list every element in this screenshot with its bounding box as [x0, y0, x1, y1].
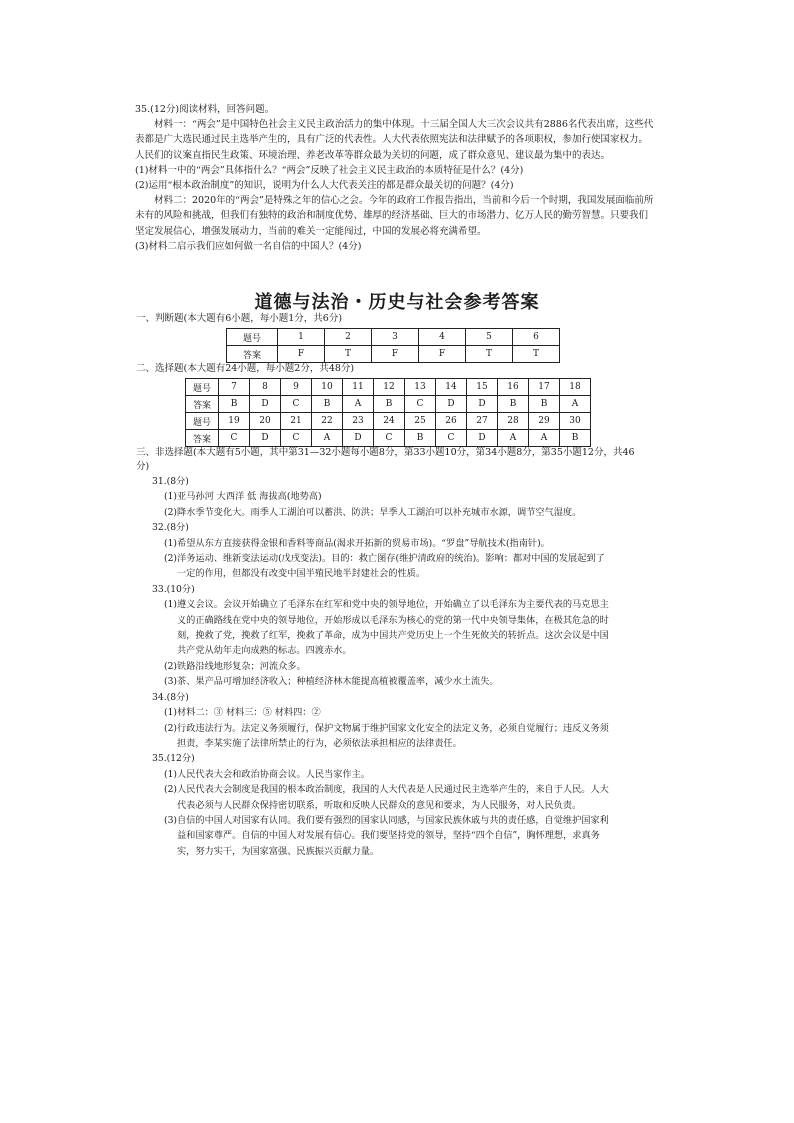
answer-cell: D	[250, 430, 281, 447]
question-number-cell: 7	[219, 379, 250, 396]
question-number-cell: 28	[498, 413, 529, 430]
answer-cell: A	[498, 430, 529, 447]
judgment-answer-table	[226, 328, 560, 363]
row-label: 答案	[186, 430, 219, 447]
q32-answer-1: (1)希望从东方直接获得金银和香料等商品(渴求开拓新的贸易市场)。“罗盘”导航技术(指南针)。	[164, 537, 550, 549]
answer-cell: C	[219, 430, 250, 447]
question-number-cell: 25	[405, 413, 436, 430]
table-row	[227, 329, 560, 346]
row-label: 题号	[227, 329, 278, 346]
answer-cell: D	[250, 396, 281, 413]
answer-title: 道德与法治・历史与社会参考答案	[254, 292, 540, 313]
question-number-cell: 4	[419, 329, 466, 346]
q34-answer-2: (2)行政违法行为。法定义务须履行，保护文物属于维护国家文化安全的法定义务，必须自觉履行；违反义务须担责，李某实施了法律所禁止的行为，必须依法承担相应的法律责任。	[164, 722, 609, 749]
answer-cell: B	[219, 396, 250, 413]
answer-cell: C	[374, 430, 405, 447]
q35-sub-question-3: (3)材料二启示我们应如何做一名自信的中国人？(4分)	[135, 240, 362, 252]
answer-cell: C	[281, 396, 312, 413]
q35-material-1: 材料一：“两会”是中国特色社会主义民主政治活力的集中体现。十三届全国人大三次会议共有2886名代表出席，这些代表都是广大选民通过民主选举产生的，具有广泛的代表性。人大代表依照宪法和法律赋予的各项职权，参加行使国家权力。人民们的议案直指民生政策、环境治理、养老改革等群众最为关切的问题，成了群众意见、建议最为集中的表达。	[135, 119, 654, 161]
question-number-cell: 5	[466, 329, 513, 346]
q35-answer-heading: 35.(12分)	[152, 753, 195, 765]
row-label: 题号	[186, 379, 219, 396]
section-2-heading: 二、选择题(本大题有24小题，每小题2分，共48分)	[136, 363, 355, 374]
q31-answer-2: (2)降水季节变化大。雨季人工湖泊可以蓄洪、防洪；旱季人工湖泊可以补充城市水源，调节空气湿度。	[164, 506, 582, 518]
answer-cell: C	[436, 430, 467, 447]
question-number-cell: 24	[374, 413, 405, 430]
answer-cell: B	[374, 396, 405, 413]
q33-heading: 33.(10分)	[152, 583, 195, 595]
question-number-cell: 27	[467, 413, 498, 430]
q32-heading: 32.(8分)	[152, 522, 189, 534]
q31-heading: 31.(8分)	[152, 476, 189, 487]
answer-cell: D	[436, 396, 467, 413]
answer-cell: F	[372, 346, 419, 363]
answer-cell: B	[405, 430, 436, 447]
answer-cell: F	[278, 346, 325, 363]
question-number-cell: 15	[467, 379, 498, 396]
q35-heading: 35.(12分)阅读材料，回答问题。	[135, 104, 275, 115]
q35-answer-1: (1)人民代表大会和政治协商会议。人民当家作主。	[164, 768, 370, 780]
table-row	[186, 396, 591, 413]
table-row	[186, 379, 591, 396]
choice-answer-table	[185, 378, 591, 447]
question-number-cell: 21	[281, 413, 312, 430]
q32-answer-2: (2)洋务运动、维新变法运动(戊戌变法)。目的：救亡图存(维护清政府的统治)。影响：都对中国的发展起到了一定的作用，但都没有改变中国半殖民地半封建社会的性质。	[164, 553, 605, 580]
q35-sub-question-1: (1)材料一中的“两会”具体指什么？“两会”反映了社会主义民主政治的本质特征是什么？(4分)	[135, 164, 524, 176]
q34-answer-1: (1)材料二：③ 材料三：⑤ 材料四：②	[164, 707, 321, 719]
question-number-cell: 20	[250, 413, 281, 430]
q33-answer-1: (1)遵义会议。会议开始确立了毛泽东在红军和党中央的领导地位，开始确立了以毛泽东为主要代表的马克思主义的正确路线在党中央的领导地位，开始形成以毛泽东为核心的党的第一代中央领导集体，在极其危急的时刻，挽救了党，挽救了红军，挽救了革命，成为中国共产党历史上一个生死攸关的转折点。这次会议是中国共产党从幼年走向成熟的标志。四渡赤水。	[164, 599, 609, 657]
question-number-cell: 23	[343, 413, 374, 430]
question-number-cell: 30	[560, 413, 591, 430]
question-number-cell: 14	[436, 379, 467, 396]
q35-answer-3: (3)自信的中国人对国家有认同。我们要有强烈的国家认同感，与国家民族休戚与共的责任感，自觉维护国家利益和国家尊严。自信的中国人对发展有信心。我们要坚持党的领导，坚持“四个自信”，胸怀理想，求真务实，努力实干，为国家富强、民族振兴贡献力量。	[164, 814, 609, 857]
question-number-cell: 29	[529, 413, 560, 430]
q33-answer-3: (3)茶、果产品可增加经济收入；种植经济林木能提高植被覆盖率，减少水土流失。	[164, 676, 499, 688]
answer-cell: T	[513, 346, 560, 363]
question-number-cell: 26	[436, 413, 467, 430]
question-number-cell: 19	[219, 413, 250, 430]
answer-cell: F	[419, 346, 466, 363]
table-row	[186, 430, 591, 447]
answer-cell: D	[343, 430, 374, 447]
question-number-cell: 18	[560, 379, 591, 396]
answer-cell: B	[529, 396, 560, 413]
question-number-cell: 6	[513, 329, 560, 346]
question-number-cell: 22	[312, 413, 343, 430]
section-1-heading: 一、判断题(本大题有6小题，每小题1分，共6分)	[136, 313, 343, 324]
answer-cell: B	[560, 430, 591, 447]
answer-cell: A	[529, 430, 560, 447]
question-number-cell: 17	[529, 379, 560, 396]
row-label: 答案	[227, 346, 278, 363]
answer-cell: C	[405, 396, 436, 413]
answer-cell: D	[467, 430, 498, 447]
answer-cell: T	[466, 346, 513, 363]
q31-answer-1: (1)亚马孙河 大西洋 低 海拔高(地势高)	[164, 491, 322, 503]
question-35-block	[135, 102, 655, 254]
question-number-cell: 8	[250, 379, 281, 396]
row-label: 答案	[186, 396, 219, 413]
q33-answer-2: (2)铁路沿线地形复杂；河流众多。	[164, 660, 306, 672]
question-number-cell: 2	[325, 329, 372, 346]
answer-cell: A	[560, 396, 591, 413]
answer-cell: C	[281, 430, 312, 447]
q35-answer-2: (2)人民代表大会制度是我国的根本政治制度，我国的人大代表是人民通过民主选举产生的，来自于人民。人大代表必须与人民群众保持密切联系，听取和反映人民群众的意见和要求，为人民服务，对人民负责。	[164, 784, 609, 811]
question-number-cell: 12	[374, 379, 405, 396]
answer-cell: A	[343, 396, 374, 413]
q35-material-2: 材料二：2020年的“两会”是特殊之年的信心之会。今年的政府工作报告指出，当前和今后一个时期，我国发展面临前所未有的风险和挑战，但我们有独特的政治和制度优势、雄厚的经济基础、巨大的市场潜力、亿万人民的勤劳智慧。只要我们坚定发展信心，增强发展动力，当前的难关一定能闯过，中国的发展必将充满希望。	[135, 195, 654, 237]
question-number-cell: 13	[405, 379, 436, 396]
answer-cell: B	[312, 396, 343, 413]
answer-cell: T	[325, 346, 372, 363]
question-number-cell: 3	[372, 329, 419, 346]
question-number-cell: 1	[278, 329, 325, 346]
question-number-cell: 10	[312, 379, 343, 396]
question-number-cell: 11	[343, 379, 374, 396]
answer-cell: B	[498, 396, 529, 413]
q34-heading: 34.(8分)	[152, 691, 189, 703]
table-row	[227, 346, 560, 363]
section-3-heading: 三、非选择题(本大题有5小题，其中第31—32小题每小题8分，第33小题10分，第34小题8分，第35小题12分，共46分)	[136, 447, 635, 472]
section-3-answers	[152, 474, 610, 859]
answer-cell: A	[312, 430, 343, 447]
question-number-cell: 16	[498, 379, 529, 396]
question-number-cell: 9	[281, 379, 312, 396]
q35-sub-question-2: (2)运用“根本政治制度”的知识，说明为什么人大代表关注的都是群众最关切的问题？(4分)	[135, 180, 514, 192]
row-label: 题号	[186, 413, 219, 430]
table-row	[186, 413, 591, 430]
answer-cell: D	[467, 396, 498, 413]
